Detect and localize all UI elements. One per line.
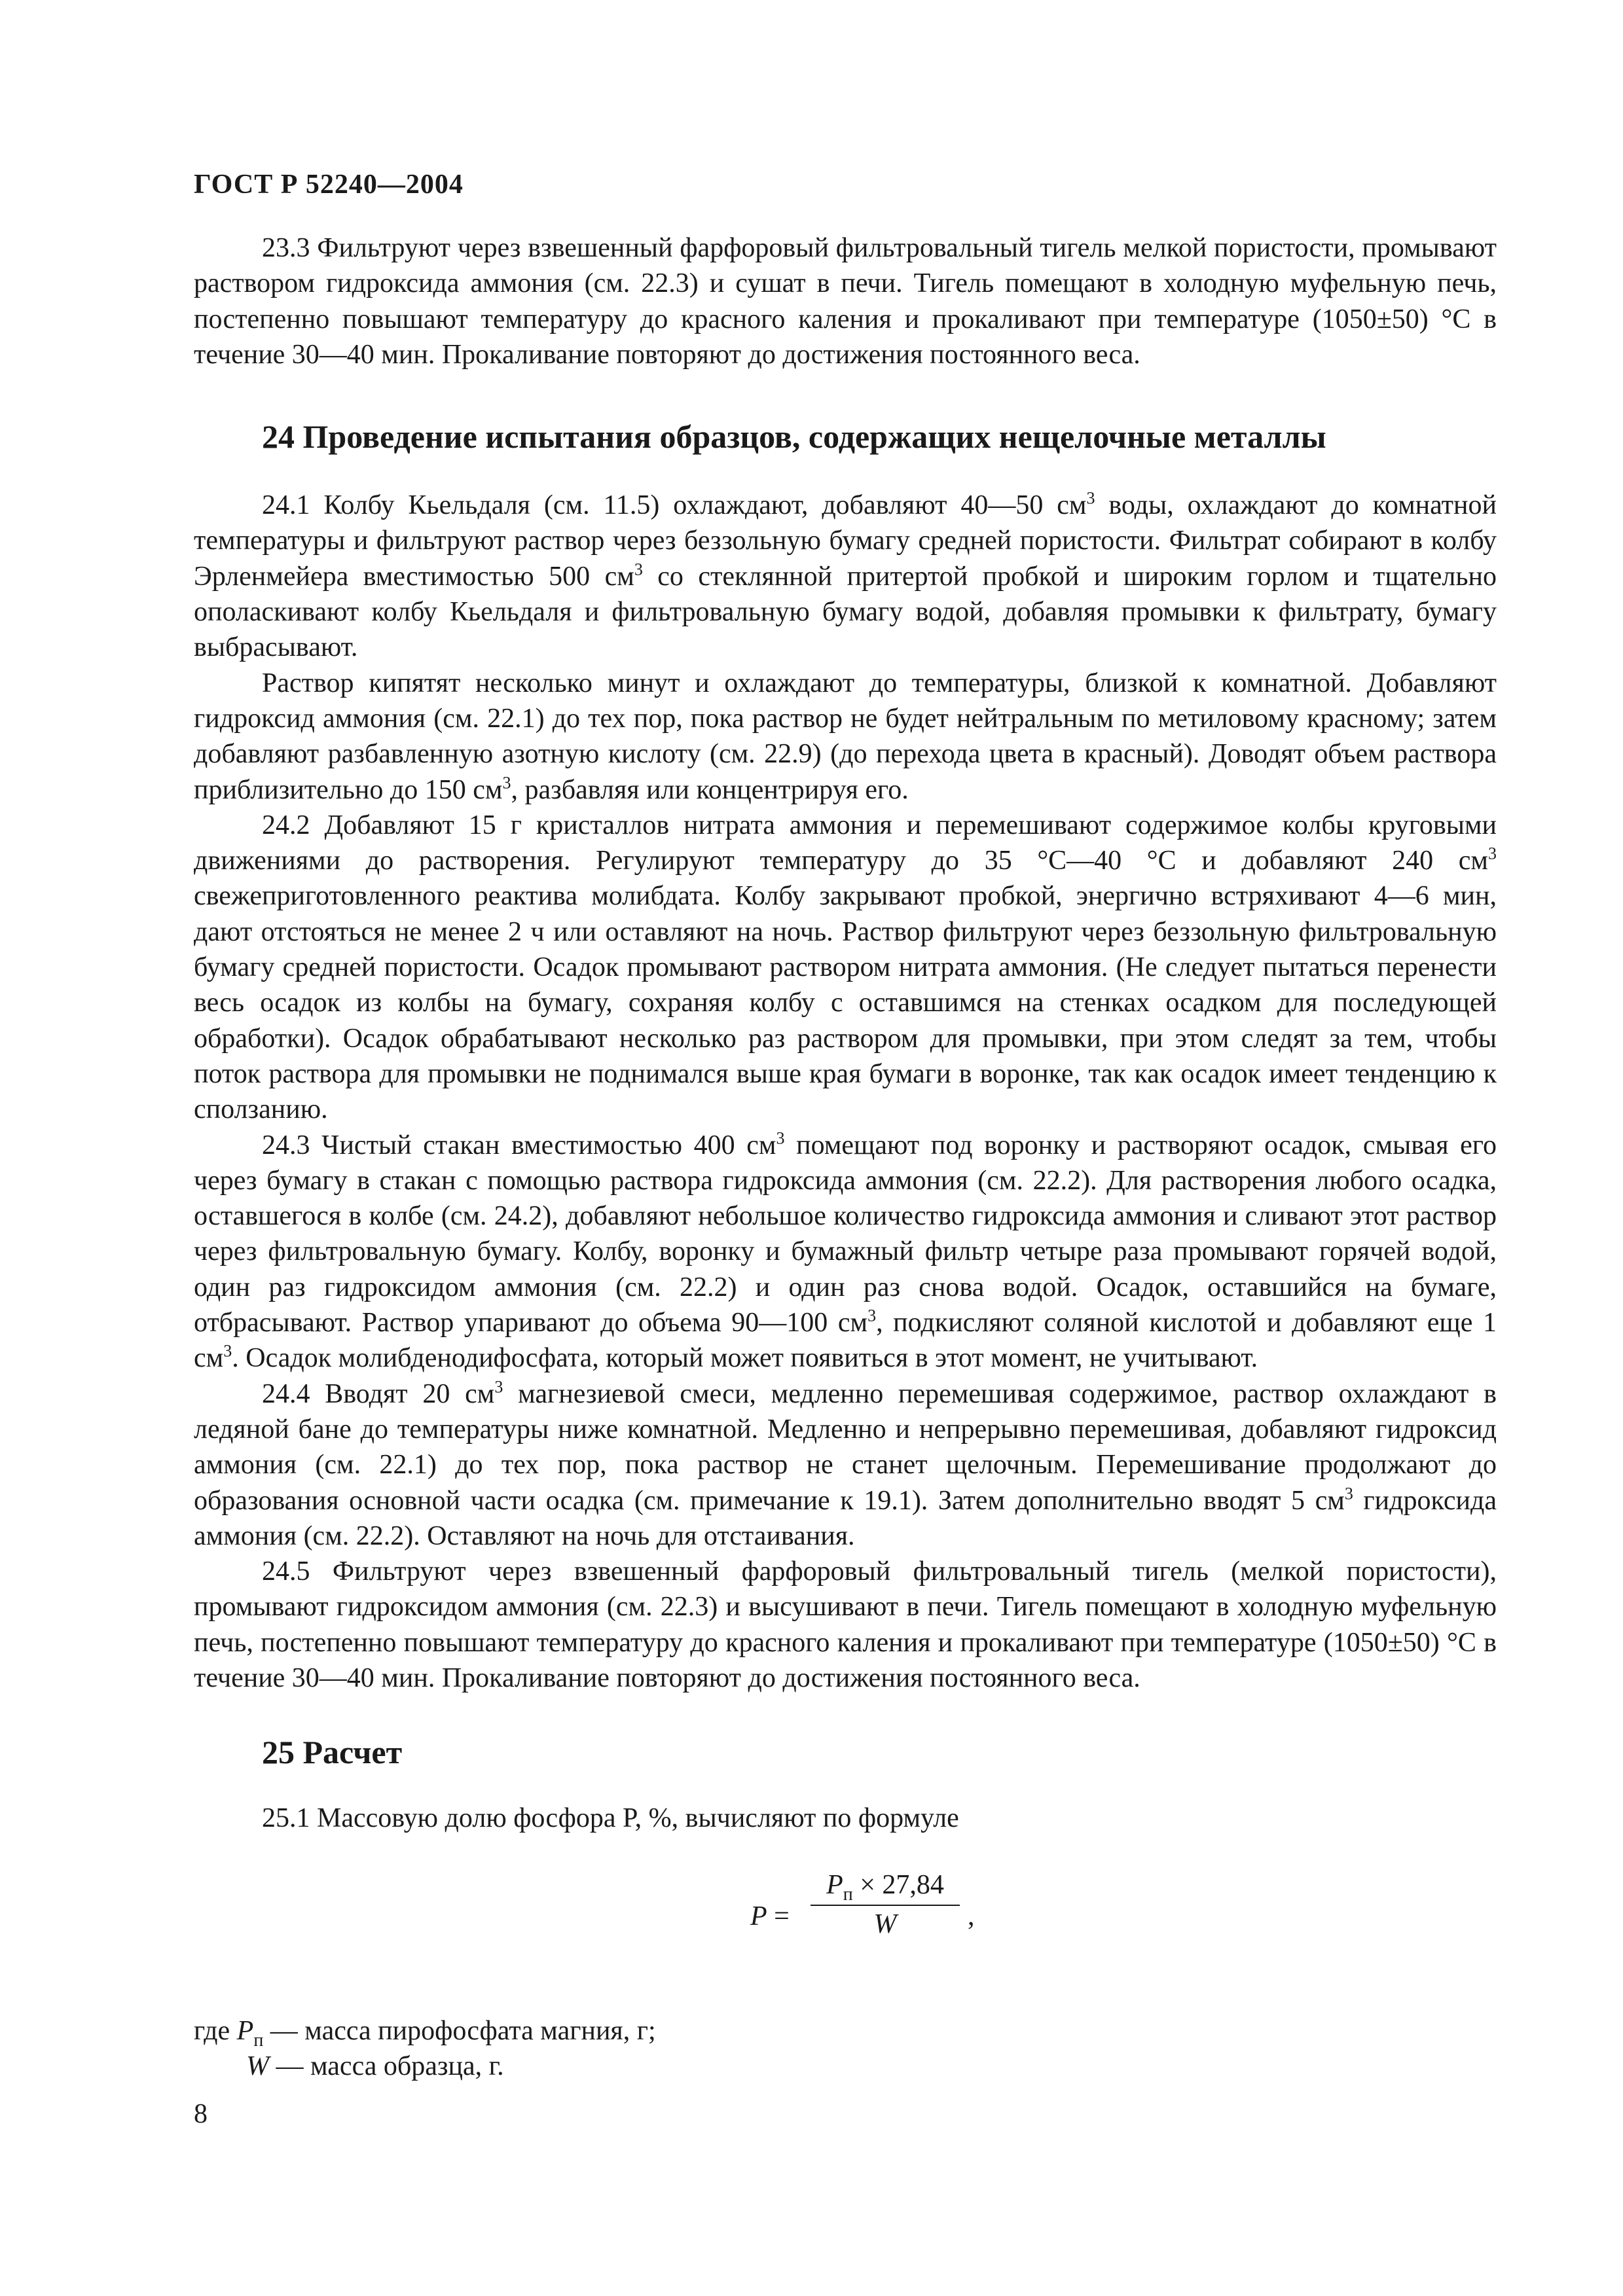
section-24-heading: 24 Проведение испытания образцов, содержащих нещелочные металлы: [262, 418, 1326, 456]
phosphorus-formula: [194, 1863, 1497, 1974]
page-number: 8: [194, 2099, 208, 2129]
text-run: помещают под воронку и растворяют осадок, смывая его через бумагу в стакан с помощью раствора гидроксида аммония (см. 22.2). Для растворения любого осадка, оставшегося в колбе (см. 24.2), добавляют небольшое количество гидроксида аммония и сливают этот раствор через фильтровальную бумагу. Колбу, воронку и бумажный фильтр четыре раза промывают горячей водой, один раз гидроксидом аммония (см. 22.2) и один раз снова водой. Осадок, оставшийся на бумаге, отбрасывают. Раствор упаривают до объема 90—100 см: [194, 1130, 1497, 1338]
legend-lead: где: [194, 2015, 237, 2046]
formula-var-p: P: [750, 1901, 767, 1931]
document-header: ГОСТ Р 52240—2004: [194, 170, 464, 200]
legend-var-pn-subscript: п: [253, 2030, 264, 2051]
text-run: 24.1 Колбу Кьельдаля (см. 11.5) охлаждают, добавляют 40—50 см: [262, 490, 1087, 521]
text-run: , разбавляя или концентрируя его.: [511, 774, 909, 805]
paragraph-24-5: 24.5 Фильтруют через взвешенный фарфоровый фильтровальный тигель (мелкой пористости), промывают гидроксидом аммония (см. 22.3) и высушивают в печи. Тигель помещают в холодную муфельную печь, постепенно повышают температуру до красного каления и прокаливают при температуре (1050±50) °С в течение 30—40 мин. Прокаливание повторяют до достижения постоянного веса.: [194, 1556, 1497, 1693]
superscript: 3: [1086, 488, 1095, 508]
text-run: 24.3 Чистый стакан вместимостью 400 см: [262, 1130, 776, 1160]
page-content: [194, 230, 1497, 2084]
superscript: 3: [1344, 1483, 1353, 1503]
paragraph-24-1-continued: [194, 666, 1497, 808]
text-run: гидроксида аммония (см. 22.2). Оставляют на ночь для отстаивания.: [194, 1485, 1497, 1551]
superscript: 3: [494, 1377, 503, 1397]
formula-fraction: [807, 1869, 964, 1940]
superscript: 3: [1488, 844, 1497, 863]
paragraph-24-1: [194, 488, 1497, 665]
formula-num-var: P: [826, 1869, 843, 1900]
text-run: воды, охлаждают до комнатной температуры и фильтруют раствор через беззольную бумагу средней пористости. Фильтрат собирают в колбу Эрленмейера вместимостью 500 см: [194, 490, 1497, 592]
text-run: свежеприготовленного реактива молибдата. Колбу закрывают пробкой, энергично встряхивают 4—6 мин, дают отстояться не менее 2 ч или оставляют на ночь. Раствор фильтруют через беззольную фильтровальную бумагу средней пористости. Осадок промывают раствором нитрата аммония. (Не следует пытаться перенести весь осадок из колбы на бумагу, сохраняя колбу с оставшимся на стенках осадком для последующей обработки). Осадок обрабатывают несколько раз раствором для промывки, при этом следят за тем, чтобы поток раствора для промывки не поднимался выше края бумаги в воронке, так как осадок имеет тенденцию к сползанию.: [194, 881, 1497, 1125]
superscript: 3: [502, 772, 511, 792]
legend-desc-w: — масса образца, г.: [269, 2051, 504, 2081]
legend-var-pn: P: [236, 2015, 254, 2046]
paragraph-23-3: 23.3 Фильтруют через взвешенный фарфоровый фильтровальный тигель мелкой пористости, промывают раствором гидроксида аммония (см. 22.3) и сушат в печи. Тигель помещают в холодную муфельную печь, постепенно повышают температуру до красного каления и прокаливают при температуре (1050±50) °С в течение 30—40 мин. Прокаливание повторяют до достижения постоянного веса.: [194, 233, 1497, 370]
paragraph-24-2: [194, 808, 1497, 1128]
superscript: 3: [223, 1341, 232, 1361]
section-25-heading: 25 Расчет: [262, 1734, 403, 1771]
superscript: 3: [867, 1306, 877, 1325]
formula-equals: =: [767, 1901, 790, 1931]
formula-num-subscript: п: [843, 1884, 853, 1905]
text-run: со стеклянной притертой пробкой и широким горлом и тщательно ополаскивают колбу Кьельдаля и фильтровальную бумагу водой, добавляя промывки к фильтрату, бумагу выбрасывают.: [194, 561, 1497, 663]
formula-legend: [194, 2013, 1497, 2084]
text-run: , подкисляют соляной кислотой и добавляют еще 1 см: [194, 1308, 1497, 1374]
text-run: магнезиевой смеси, медленно перемешивая содержимое, раствор охлаждают в ледяной бане до температуры ниже комнатной. Медленно и непрерывно перемешивая, добавляют гидроксид аммония (см. 22.1) до тех пор, пока раствор не станет щелочным. Перемешивание продолжают до образования основной части осадка (см. примечание к 19.1). Затем дополнительно вводят 5 см: [194, 1378, 1497, 1516]
legend-desc-pn: — масса пирофосфата магния, г;: [263, 2015, 656, 2046]
formula-num-rest: × 27,84: [852, 1869, 944, 1900]
superscript: 3: [776, 1128, 785, 1147]
formula-numerator: [807, 1869, 964, 1905]
legend-row-w: [194, 2049, 1497, 2084]
superscript: 3: [634, 560, 643, 579]
text-run: Раствор кипятят несколько минут и охлаждают до температуры, близкой к комнатной. Добавляют гидроксид аммония (см. 22.1) до тех пор, пока раствор не будет нейтральным по метиловому красному; затем добавляют разбавленную азотную кислоту (см. 22.9) (до перехода цвета в красный). Доводят объем раствора приблизительно до 150 см: [194, 668, 1497, 805]
legend-row-pn: [194, 2013, 1497, 2049]
formula-lhs: [750, 1901, 790, 1932]
paragraph-24-3: [194, 1128, 1497, 1376]
text-run: 24.4 Вводят 20 см: [262, 1378, 495, 1409]
paragraph-25-1: 25.1 Массовую долю фосфора P, %, вычисляют по формуле: [262, 1803, 959, 1834]
paragraph-24-4: [194, 1376, 1497, 1554]
text-run: 24.2 Добавляют 15 г кристаллов нитрата аммония и перемешивают содержимое колбы круговыми движениями до растворения. Регулируют температуру до 35 °С—40 °С и добавляют 240 см: [194, 810, 1497, 876]
text-run: . Осадок молибденодифосфата, который может появиться в этот момент, не учитывают.: [232, 1343, 1258, 1374]
legend-var-w: W: [246, 2051, 269, 2081]
formula-denominator: W: [873, 1909, 897, 1939]
formula-comma: ,: [968, 1901, 975, 1931]
